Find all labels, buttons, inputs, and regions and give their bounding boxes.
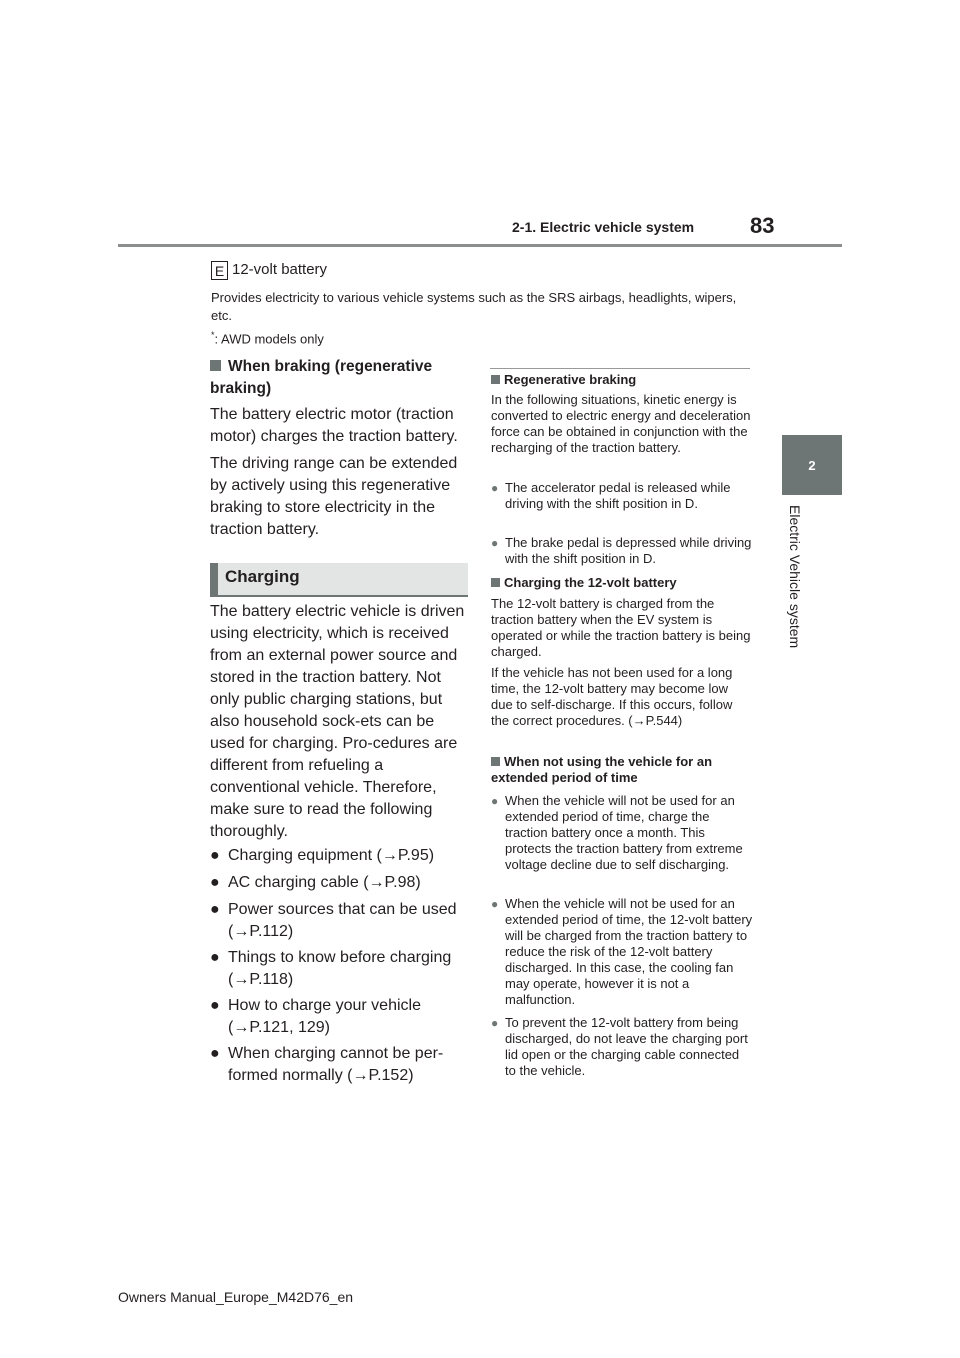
chapter-tab: 2 (782, 435, 842, 495)
right-column-divider (490, 368, 750, 369)
square-bullet-icon (491, 375, 500, 384)
regen-text: In the following situations, kinetic energy is converted to electric energy and deceleration force can be obtained in conjunction with the recharging of the traction battery. (491, 392, 751, 455)
bullet-dot-icon: ● (491, 1016, 499, 1030)
charge12-paragraph-1: The 12-volt battery is charged from the traction battery when the EV system is operated or while the traction battery is being charged. (491, 596, 751, 659)
bullet-dot-icon: ● (210, 1045, 220, 1062)
bullet-dot-icon: ● (210, 901, 220, 918)
document-footer: Owners Manual_Europe_M42D76_en (118, 1289, 354, 1305)
bullet-dot-icon: ● (210, 847, 220, 864)
regen-heading: Regenerative braking (491, 372, 753, 388)
charge12-heading: Charging the 12-volt battery (491, 575, 753, 591)
list-item: ● When the vehicle will not be used for an extended period of time, the 12-volt battery will be charged from the traction battery to reduce the risk of the 12-volt battery discharged. In this case, the cooling fan may operate, however it is not a malfunction. (491, 896, 753, 1007)
square-bullet-icon (210, 360, 221, 371)
charging-title: Charging (225, 567, 300, 586)
list-item: ● The brake pedal is depressed while driving with the shift position in D. (491, 535, 752, 566)
list-item: ● When the vehicle will not be used for an extended period of time, charge the traction battery once a month. This protects the traction battery from extreme voltage decline due to self discharging. (491, 793, 743, 872)
section-header-bar (210, 563, 218, 597)
bullet-dot-icon: ● (210, 874, 220, 891)
braking-paragraph-2: The driving range can be extended by actively using this regenerative braking to store electricity in the traction battery. (210, 455, 458, 538)
braking-heading (210, 356, 472, 400)
braking-paragraph-1: The battery electric motor (traction motor) charges the traction battery. (210, 406, 458, 445)
bullet-dot-icon: ● (491, 536, 499, 550)
footnote (211, 330, 324, 346)
section-title: 2-1. Electric vehicle system (512, 219, 695, 235)
charging-section-header (210, 563, 468, 597)
bullet-dot-icon: ● (210, 997, 220, 1014)
square-bullet-icon (491, 757, 500, 766)
list-item: ● Things to know before charging (→P.118) (210, 949, 452, 988)
list-item: ● Power sources that can be used (→P.112) (210, 901, 457, 940)
list-item: ● To prevent the 12-volt battery from being discharged, do not leave the charging port lid open or the charging cable connected to the vehicle. (491, 1015, 748, 1078)
list-item: ● Charging equipment (→P.95) (210, 845, 472, 867)
charge12-paragraph-2: If the vehicle has not been used for a long time, the 12-volt battery may become low due to self-discharge. If this occurs, follow the correct procedures. (→P.544) (491, 665, 733, 728)
footnote-text: : AWD models only (214, 331, 324, 347)
charging-intro: The battery electric vehicle is driven using electricity, which is received from an external power source and stored in the traction battery. Not only public charging stations, but also household sock-ets can be used for charging. Pro-cedures are different from refueling a conventional vehicle. Therefore, make sure to read the following thoroughly. (210, 603, 465, 840)
header-divider (118, 244, 842, 247)
braking-heading-text: When braking (regenerative braking) (210, 358, 433, 397)
square-bullet-icon (491, 578, 500, 587)
chapter-title: Electric Vehicle system (787, 505, 803, 649)
chapter-side-label (783, 505, 807, 665)
bullet-dot-icon: ● (210, 949, 220, 966)
bullet-dot-icon: ● (491, 794, 499, 808)
list-item: ● When charging cannot be per-formed normally (→P.152) (210, 1045, 444, 1084)
battery-item-title: 12-volt battery (232, 261, 328, 278)
bullet-dot-icon: ● (491, 897, 499, 911)
notusing-heading: When not using the vehicle for an extended period of time (491, 754, 713, 785)
list-item: ● How to charge your vehicle (→P.121, 129) (210, 997, 421, 1036)
footnote-mark: * (211, 330, 215, 340)
list-item: ● The accelerator pedal is released while driving with the shift position in D. (491, 480, 731, 511)
list-item: ● AC charging cable (→P.98) (210, 872, 472, 894)
battery-item-description: Provides electricity to various vehicle systems such as the SRS airbags, headlights, wipers, etc. (211, 290, 737, 323)
page-number: 83 (750, 213, 775, 238)
item-letter-box: E (211, 261, 228, 280)
bullet-dot-icon: ● (491, 481, 499, 495)
